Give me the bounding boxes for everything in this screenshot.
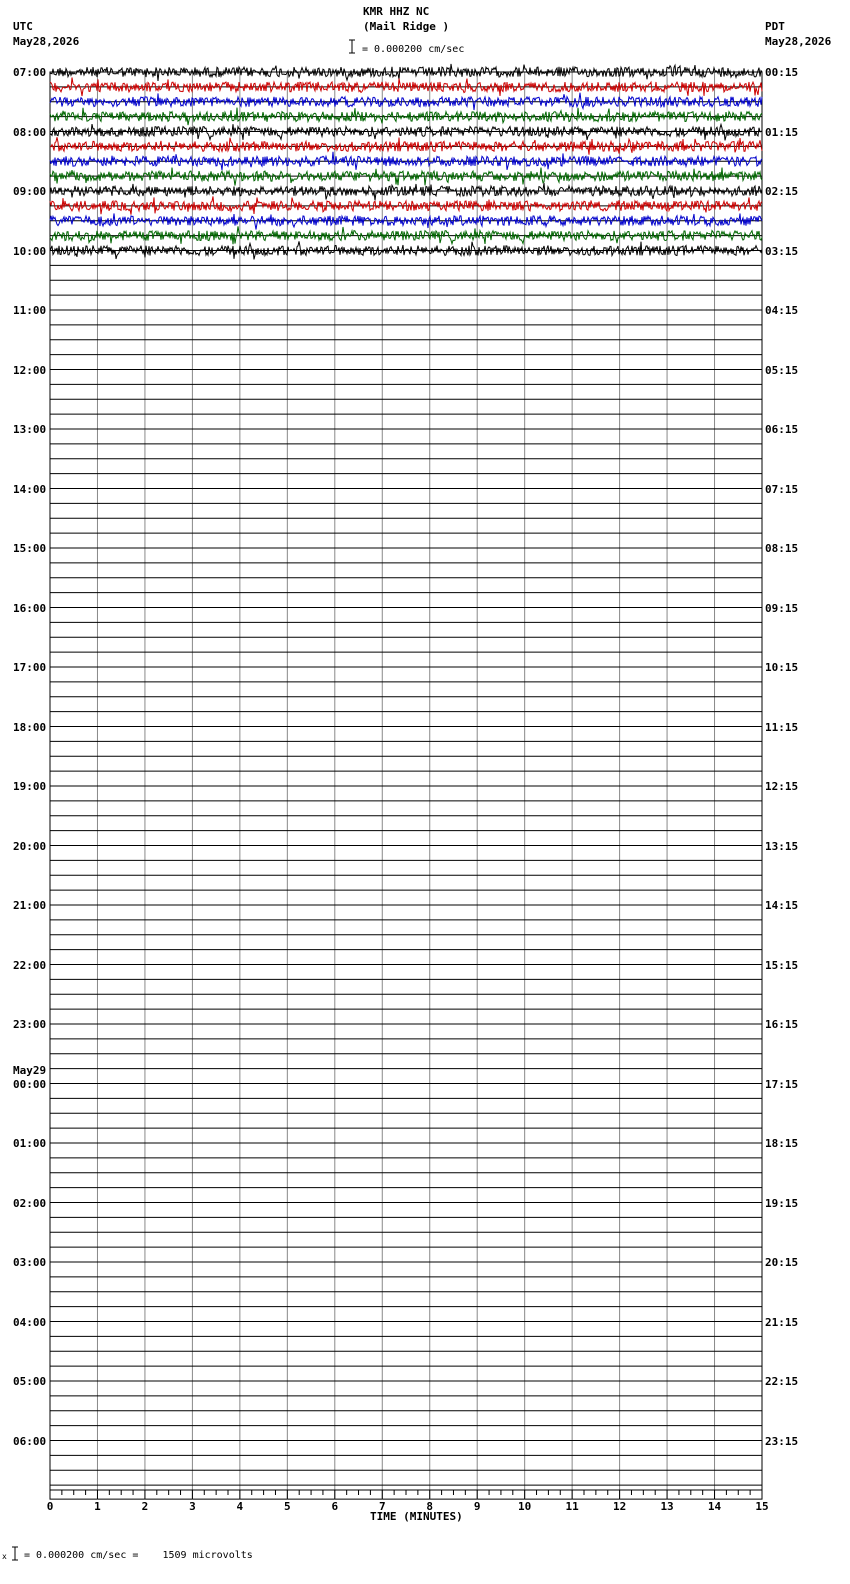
pdt-hour-label: 05:15: [765, 363, 799, 377]
station-title: KMR HHZ NC: [363, 5, 430, 18]
pdt-hour-label: 13:15: [765, 839, 799, 853]
pdt-hour-label: 15:15: [765, 958, 799, 972]
x-tick-label: 8: [426, 1500, 434, 1513]
x-tick-label: 9: [473, 1500, 481, 1513]
pdt-hour-label: 17:15: [765, 1077, 799, 1091]
pdt-hour-label: 08:15: [765, 542, 799, 555]
x-tick-label: 11: [565, 1500, 579, 1513]
utc-hour-label: 14:00: [13, 482, 47, 496]
pdt-hour-label: 00:15: [765, 66, 799, 79]
left-timezone: UTC: [13, 20, 33, 33]
scale-bar-icon: [349, 40, 355, 53]
x-tick-label: 14: [707, 1500, 722, 1513]
utc-hour-label: 10:00: [13, 244, 47, 258]
pdt-hour-label: 11:15: [765, 720, 799, 734]
station-location: (Mail Ridge ): [363, 20, 450, 33]
pdt-hour-label: 18:15: [765, 1137, 799, 1150]
day-change-label: May29: [13, 1063, 47, 1077]
utc-hour-label: 19:00: [13, 780, 47, 793]
pdt-hour-label: 16:15: [765, 1018, 799, 1031]
utc-hour-label: 11:00: [13, 304, 47, 317]
trace-row: [50, 213, 762, 229]
pdt-hour-label: 01:15: [765, 125, 799, 139]
x-tick-label: 0: [46, 1500, 54, 1513]
utc-hour-label: 16:00: [13, 601, 47, 615]
pdt-hour-label: 12:15: [765, 780, 799, 793]
x-tick-label: 7: [378, 1500, 386, 1513]
utc-hour-label: 09:00: [13, 185, 47, 198]
right-date: May28,2026: [765, 35, 832, 48]
utc-hour-label: 15:00: [13, 542, 47, 555]
scale-label: = 0.000200 cm/sec: [362, 44, 465, 55]
pdt-hour-label: 04:15: [765, 304, 799, 317]
x-tick-label: 15: [755, 1500, 769, 1513]
pdt-hour-label: 20:15: [765, 1256, 799, 1269]
utc-hour-label: 17:00: [13, 661, 47, 674]
utc-hour-label: 21:00: [13, 899, 47, 912]
x-axis-title: TIME (MINUTES): [370, 1510, 463, 1523]
trace-row: [50, 183, 762, 200]
utc-hour-label: 20:00: [13, 839, 47, 853]
utc-hour-label: 00:00: [13, 1077, 47, 1091]
pdt-hour-label: 22:15: [765, 1375, 799, 1388]
x-tick-label: 4: [236, 1500, 244, 1513]
footer-scale-note: = 0.000200 cm/sec = 1509 microvolts: [24, 1550, 253, 1561]
utc-hour-label: 23:00: [13, 1018, 47, 1031]
x-tick-label: 13: [660, 1500, 674, 1513]
pdt-hour-label: 14:15: [765, 899, 799, 912]
x-tick-label: 3: [189, 1500, 196, 1513]
utc-hour-label: 13:00: [13, 423, 47, 436]
pdt-hour-label: 09:15: [765, 601, 799, 615]
utc-hour-label: 02:00: [13, 1196, 47, 1210]
pdt-hour-label: 06:15: [765, 423, 799, 436]
x-tick-label: 6: [331, 1500, 339, 1513]
right-timezone: PDT: [765, 20, 785, 33]
footer-scale-bar-icon: [2, 1547, 18, 1561]
utc-hour-label: 18:00: [13, 720, 47, 734]
pdt-hour-label: 03:15: [765, 244, 799, 258]
pdt-hour-label: 02:15: [765, 185, 799, 198]
x-tick-label: 10: [518, 1500, 532, 1513]
utc-hour-label: 22:00: [13, 958, 47, 972]
svg-text:x: x: [2, 1552, 7, 1561]
left-date: May28,2026: [13, 35, 80, 48]
utc-hour-label: 05:00: [13, 1375, 47, 1388]
pdt-hour-label: 21:15: [765, 1315, 799, 1329]
utc-hour-label: 08:00: [13, 125, 47, 139]
utc-hour-label: 03:00: [13, 1256, 47, 1269]
pdt-hour-label: 07:15: [765, 482, 799, 496]
utc-hour-label: 07:00: [13, 66, 47, 79]
pdt-hour-label: 23:15: [765, 1434, 799, 1448]
pdt-hour-label: 19:15: [765, 1196, 799, 1210]
utc-hour-label: 04:00: [13, 1315, 47, 1329]
x-tick-label: 1: [94, 1500, 101, 1513]
pdt-hour-label: 10:15: [765, 661, 799, 674]
utc-hour-label: 01:00: [13, 1137, 47, 1150]
x-tick-label: 12: [612, 1500, 627, 1513]
x-tick-label: 2: [141, 1500, 149, 1513]
utc-hour-label: 12:00: [13, 363, 47, 377]
x-tick-label: 5: [284, 1500, 291, 1513]
plot-grid: [50, 72, 762, 1499]
trace-row: [50, 124, 762, 140]
utc-hour-label: 06:00: [13, 1434, 47, 1448]
